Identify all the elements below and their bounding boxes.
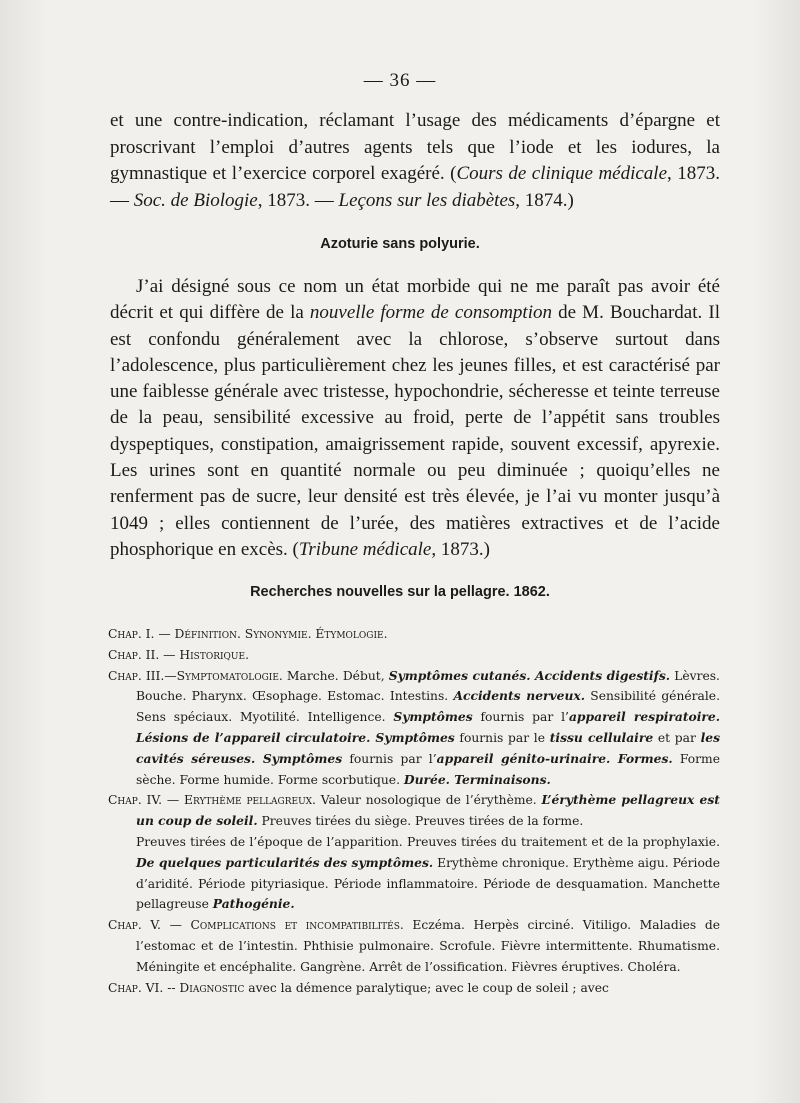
citation-title: Tribune médicale	[298, 538, 432, 560]
text-run: Forme sèche. Forme humide. Forme scorbutique.	[136, 751, 720, 787]
text-run	[136, 832, 720, 915]
section-heading-pellagre: Recherches nouvelles sur la pellagre. 1862.	[250, 584, 550, 600]
chapter-title: — Complications et incompatibilités.	[160, 918, 404, 933]
citation-title: Soc. de Biologie	[133, 189, 258, 211]
text-run: Eczéma. Herpès circiné. Vitiligo. Maladies de l’estomac et de l’intestin. Phthisie pulmonaire. Scrofule. Fièvre intermittente. Rhumatisme. Méningite et encéphalite. Gangrène. Arrêt de l’ossification. Fièvres éruptives. Choléra.	[136, 918, 720, 974]
text-run: J’ai désigné sous ce nom un état morbide qui ne me paraît pas avoir été décrit et qui diffère de la	[110, 276, 720, 324]
emphasis: nouvelle forme de consomption	[309, 302, 552, 324]
chapter-title: — Définition. Synonymie. Étymologie.	[154, 627, 388, 641]
page-number: — 36 —	[363, 70, 437, 91]
text-run: Preuves tirées de l’époque de l’apparition. Preuves tirées du traitement et de la prophylaxie.	[136, 834, 720, 849]
chapter-entry	[108, 645, 720, 666]
text-run: , 1873.)	[431, 538, 490, 560]
chapter-entry	[108, 915, 720, 977]
paragraph-azoturie	[110, 274, 720, 563]
emphasis: tissu cellulaire	[549, 729, 654, 745]
chapter-label: Chap. I.	[108, 627, 155, 641]
chapter-label: Chap. VI.	[108, 980, 164, 995]
emphasis: appareil respiratoire. Lésions de l’appareil circulatoire. Symptômes	[136, 709, 720, 745]
text-run: Valeur nosologique de l’érythème.	[315, 793, 542, 808]
text-run: fournis par le	[454, 730, 550, 745]
section-heading-azoturie: Azoturie sans polyurie.	[320, 236, 480, 252]
emphasis: Durée. Terminaisons.	[403, 771, 551, 787]
chapter-entry	[108, 666, 720, 791]
text-run: , 1873. —	[110, 163, 720, 211]
text-run: Sensibilité générale. Sens spéciaux. Myotilité. Intelligence.	[136, 689, 720, 725]
text-run: Lèvres. Bouche. Pharynx. Œsophage. Estomac. Intestins.	[136, 668, 720, 704]
text-run: Preuves tirées du siège. Preuves tirées de la forme.	[257, 814, 584, 829]
chapter-title: — Historique.	[159, 647, 249, 662]
chapter-title: —Symptomatologie.	[164, 668, 283, 683]
emphasis: L’érythème pellagreux est un coup de soleil.	[136, 792, 720, 829]
chapter-title: -- Diagnostic	[163, 980, 245, 995]
citation-title: Leçons sur les diabètes	[338, 189, 516, 211]
paragraph-continuation	[110, 108, 720, 214]
emphasis: Symptômes	[393, 709, 473, 725]
chapter-label: Chap. III.	[108, 668, 165, 683]
chapter-list	[108, 624, 720, 998]
text-run: fournis par l’	[472, 710, 569, 725]
emphasis: De quelques particularités des symptômes.	[136, 854, 434, 870]
text-run: , 1873. —	[257, 189, 339, 211]
text-run: Marche. Début,	[282, 668, 389, 683]
chapter-entry	[108, 624, 720, 645]
text-run: avec la démence paralytique; avec le coup de soleil ; avec	[244, 980, 609, 995]
chapter-label: Chap. V.	[108, 918, 161, 933]
chapter-label: Chap. II.	[108, 647, 160, 662]
chapter-entry	[108, 790, 720, 915]
emphasis: Accidents nerveux.	[453, 688, 586, 704]
emphasis: les cavités séreuses. Symptômes	[136, 729, 720, 766]
citation-title: Cours de clinique médicale	[456, 163, 668, 184]
emphasis: Pathogénie.	[212, 896, 295, 912]
text-run: et une contre-indication, réclamant l’usage des médicaments d’épargne et proscrivant l’emploi d’autres agents tels que l’iode et les iodures, la gymnastique et l’exercice corporel exagéré. (	[110, 110, 720, 184]
text-run: de M. Bouchardat. Il est confondu généralement avec la chlorose, s’observe surtout dans l’adolescence, plus particulièrement chez les jeunes filles, et est caractérisé par une faiblesse générale avec tristesse, hypochondrie, sécheresse et teinte terreuse de la peau, sensibilité excessive au froid, perte de l’appétit sans troubles dyspeptiques, constipation, amaigrissement rapide, souvent excessif, apyrexie. Les urines sont en quantité normale ou peu diminuée ; quoiqu’elles ne renferment pas de sucre, leur densité est très élevée, je l’ai vu monter jusqu’à 1049 ; elles contiennent de l’urée, des matières extractives et de l’acide phosphorique en excès. (	[110, 302, 720, 560]
chapter-label: Chap. IV.	[108, 793, 163, 808]
text-run: Erythème chronique. Erythème aigu. Période d’aridité. Période pityriasique. Période inflammatoire. Période de desquamation. Manchette pellagreuse	[136, 855, 720, 912]
text-run: et par	[653, 730, 701, 745]
text-run: fournis par l’	[342, 751, 437, 766]
chapter-title: — Erythème pellagreux.	[162, 793, 316, 808]
chapter-entry	[108, 978, 720, 999]
emphasis: Symptômes cutanés. Accidents digestifs.	[388, 667, 671, 683]
text-run: , 1874.)	[515, 189, 574, 211]
emphasis: appareil génito-urinaire. Formes.	[436, 750, 673, 766]
